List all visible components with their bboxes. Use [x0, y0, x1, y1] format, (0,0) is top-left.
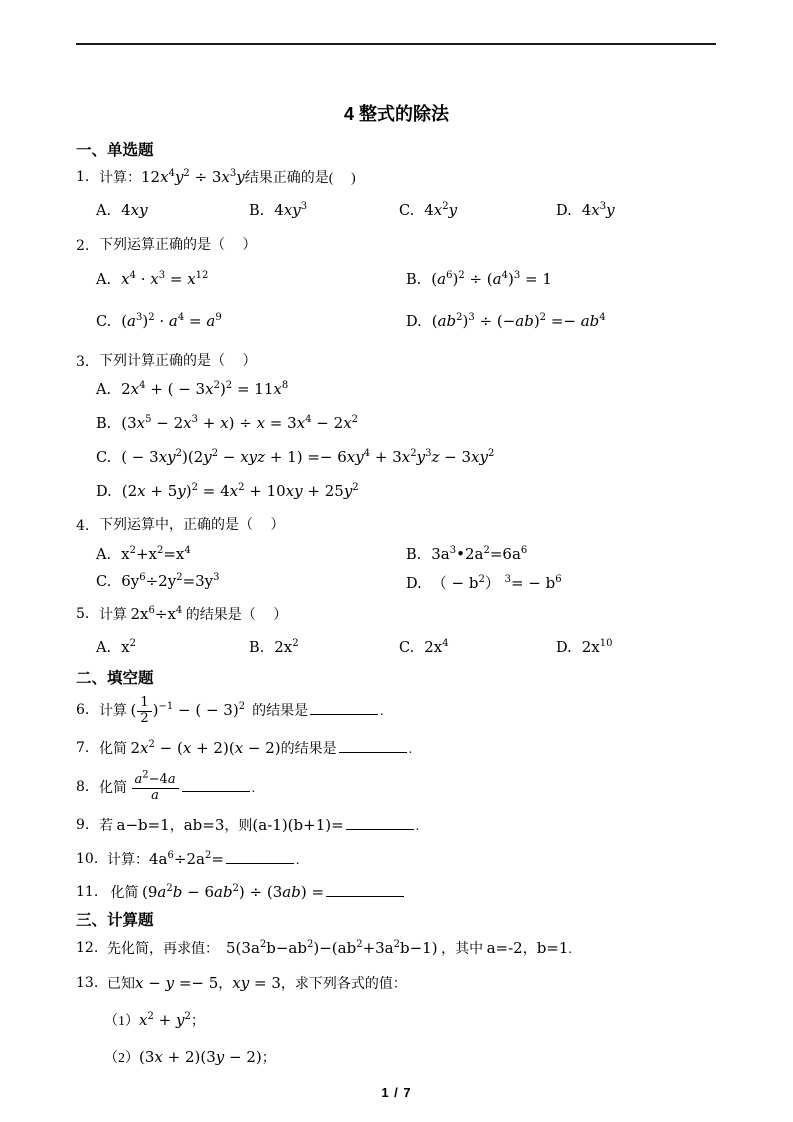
option-5a: A. $x^2$ — [96, 638, 136, 656]
question-11 — [76, 879, 718, 907]
question-1-number: 1. — [76, 169, 90, 185]
question-4-stem: 下列运算中，正确的是（ ） — [99, 518, 285, 533]
question-2-stem: 下列运算正确的是（ ） — [99, 238, 257, 253]
question-13 — [76, 972, 718, 996]
option-2c: C. $(a^3)^2 \cdot a^4 = a^9$ — [96, 312, 222, 330]
option-3d: D. $(2x + 5y)^2 = 4x^2 + 10xy + 25y^2$ — [96, 482, 359, 500]
option-3c-math: ( − $3xy^2)(2y^2$ − xyz + $1) =- 6xy^4 + 3x^2y^3z - 3xy^2$ — [121, 448, 495, 466]
option-5d: D. $2x^{10}$ — [556, 638, 613, 656]
question-9-stem: 若 a−b=1，ab=3，则(a-1)(b+1)= . — [99, 816, 420, 834]
option-2b-math: $(a^6)^2 \div (a^4)^3 = 1$ — [431, 270, 552, 288]
question-10-stem: 计算：$4a^6\div 2a^2=$ . — [107, 850, 300, 868]
option-5c: C. $2x^4$ — [399, 638, 449, 656]
question-2 — [76, 235, 718, 257]
question-5 — [76, 603, 718, 627]
question-10 — [76, 848, 718, 872]
option-3a-math: $2x^4$ + ( − $3x^2)^2 = 11x^8$ — [121, 380, 289, 398]
option-1b-math: $4xy^3$ — [274, 201, 308, 219]
question-3-stem: 下列计算正确的是（ ） — [99, 354, 257, 369]
question-4 — [76, 515, 718, 537]
question-4-options-row2 — [96, 572, 718, 593]
question-8 — [76, 768, 718, 808]
option-2d: D. $(ab^2)^3 \div (-ab)^2 =- ab^4$ — [406, 312, 606, 330]
question-8-number: 8. — [76, 779, 90, 795]
question-2-options-row1 — [96, 263, 718, 297]
option-4d-math: （ − $b^2$） $^3= - b^6$ — [431, 574, 562, 592]
question-4-number: 4. — [76, 518, 90, 534]
question-2-number: 2. — [76, 238, 90, 254]
option-5d-math: $2x^{10}$ — [581, 638, 613, 656]
question-13-part-2: （2）(3x + 2)(3y − 2)； — [104, 1048, 276, 1066]
question-3 — [76, 351, 718, 373]
question-6-stem: 计算 ( $\frac{1}{2}$ )$^{-1}$ − ( − 3)$^2$ 的结果是 . — [99, 695, 384, 726]
question-12-number: 12. — [76, 940, 99, 956]
option-4c-math: $6y^6\div 2y^2=3y^3$ — [121, 572, 220, 590]
question-5-stem: 计算 $2x^6\div x^4$ 的结果是（ ） — [99, 605, 288, 623]
page-title: 4 整式的除法 — [343, 104, 449, 124]
question-12-stem: 先化简，再求值： $5(3a^2b-ab^2)-(ab^2+3a^2b-1)$ ，其中 a=-2，b=1. — [107, 939, 572, 957]
option-3b-math: $(3x^5 - 2x^3 + x) \div x = 3x^4 - 2x^2$ — [121, 414, 359, 432]
option-3b: B. $(3x^5 - 2x^3 + x) \div x = 3x^4 - 2x^2$ — [96, 414, 359, 432]
section-heading-calculation: 三、计算题 — [76, 912, 154, 929]
question-4-options-row1 — [96, 545, 718, 564]
option-4d: D. （ − $b^2$） $^3= - b^6$ — [406, 574, 562, 592]
question-5-options — [96, 636, 718, 660]
option-5b: B. $2x^2$ — [249, 638, 299, 656]
question-9-number: 9. — [76, 817, 90, 833]
option-2a-math: $x^4 \cdot x^3 = x^{12}$ — [121, 270, 209, 288]
option-1d-math: $4x^3y$ — [581, 201, 615, 219]
question-1 — [76, 166, 718, 190]
option-1c-math: $4x^2y$ — [424, 201, 458, 219]
option-4c: C. $6y^6\div 2y^2=3y^3$ — [96, 572, 220, 590]
question-13-number: 13. — [76, 975, 99, 991]
question-13-part-1: $(1)x^2 + y^2$； — [104, 1011, 205, 1029]
option-1a-math: 4xy — [121, 201, 148, 219]
question-9 — [76, 814, 718, 838]
option-2b: B. $(a^6)^2 \div (a^4)^3 = 1$ — [406, 270, 552, 288]
question-3-number: 3. — [76, 354, 90, 370]
option-1a: A. 4xy — [96, 201, 148, 219]
question-6 — [76, 693, 718, 729]
option-4a-math: $x^2+x^2=x^4$ — [121, 545, 191, 563]
option-2d-math: $(ab^2)^3 \div (-ab)^2 =- ab^4$ — [431, 312, 606, 330]
page-number: 1 / 7 — [381, 1085, 412, 1100]
question-10-number: 10. — [76, 851, 99, 867]
option-5b-math: $2x^2$ — [274, 638, 299, 656]
question-11-stem: 化简 $(9a^2b - 6ab^2) \div (3ab)$ = — [107, 879, 718, 907]
question-7 — [76, 736, 718, 762]
question-11-number: 11. — [76, 884, 99, 900]
option-2c-math: $(a^3)^2 \cdot a^4 = a^9$ — [121, 312, 222, 330]
question-2-options-row2 — [96, 305, 718, 339]
question-7-stem: 化简 $2x^2 - (x + 2)(x - 2)$的结果是 . — [99, 739, 413, 757]
option-2a: A. $x^4 \cdot x^3 = x^{12}$ — [96, 270, 209, 288]
question-7-number: 7. — [76, 740, 90, 756]
option-1c: C. $4x^2y$ — [399, 201, 458, 219]
question-13-stem: 已知x − y =− 5，xy = 3，求下列各式的值： — [107, 974, 407, 992]
question-8-stem: 化简 $\frac{a^2-4a}{a}$ . — [99, 769, 256, 803]
header-rule — [76, 43, 716, 45]
section-heading-fill-blank: 二、填空题 — [76, 670, 154, 687]
section-heading-single-choice: 一、单选题 — [76, 142, 154, 159]
worksheet-content — [0, 140, 793, 1071]
option-5a-math: $x^2$ — [121, 638, 136, 656]
question-1-stem: 计算：$12x^4y^2 \div 3x^3y$结果正确的是( ) — [99, 168, 356, 186]
question-5-number: 5. — [76, 606, 90, 622]
option-3a: A. $2x^4$ + ( − $3x^2)^2 = 11x^8$ — [96, 380, 289, 398]
option-3d-math: $(2x + 5y)^2 = 4x^2 + 10xy + 25y^2$ — [121, 482, 359, 500]
option-4b-math: $3a^3•2a^2=6a^6$ — [431, 545, 528, 563]
option-1b: B. $4xy^3$ — [249, 201, 308, 219]
option-3c: C. ( − $3xy^2)(2y^2$ − xyz + $1) =- 6xy^4 + 3x^2y^3z - 3xy^2$ — [96, 448, 495, 466]
option-4b: B. $3a^3•2a^2=6a^6$ — [406, 545, 528, 563]
option-4a: A. $x^2+x^2=x^4$ — [96, 545, 191, 563]
option-5c-math: $2x^4$ — [424, 638, 449, 656]
question-6-number: 6. — [76, 702, 90, 718]
option-1d: D. $4x^3y$ — [556, 201, 615, 219]
question-12 — [76, 936, 718, 962]
question-1-options — [96, 199, 718, 223]
